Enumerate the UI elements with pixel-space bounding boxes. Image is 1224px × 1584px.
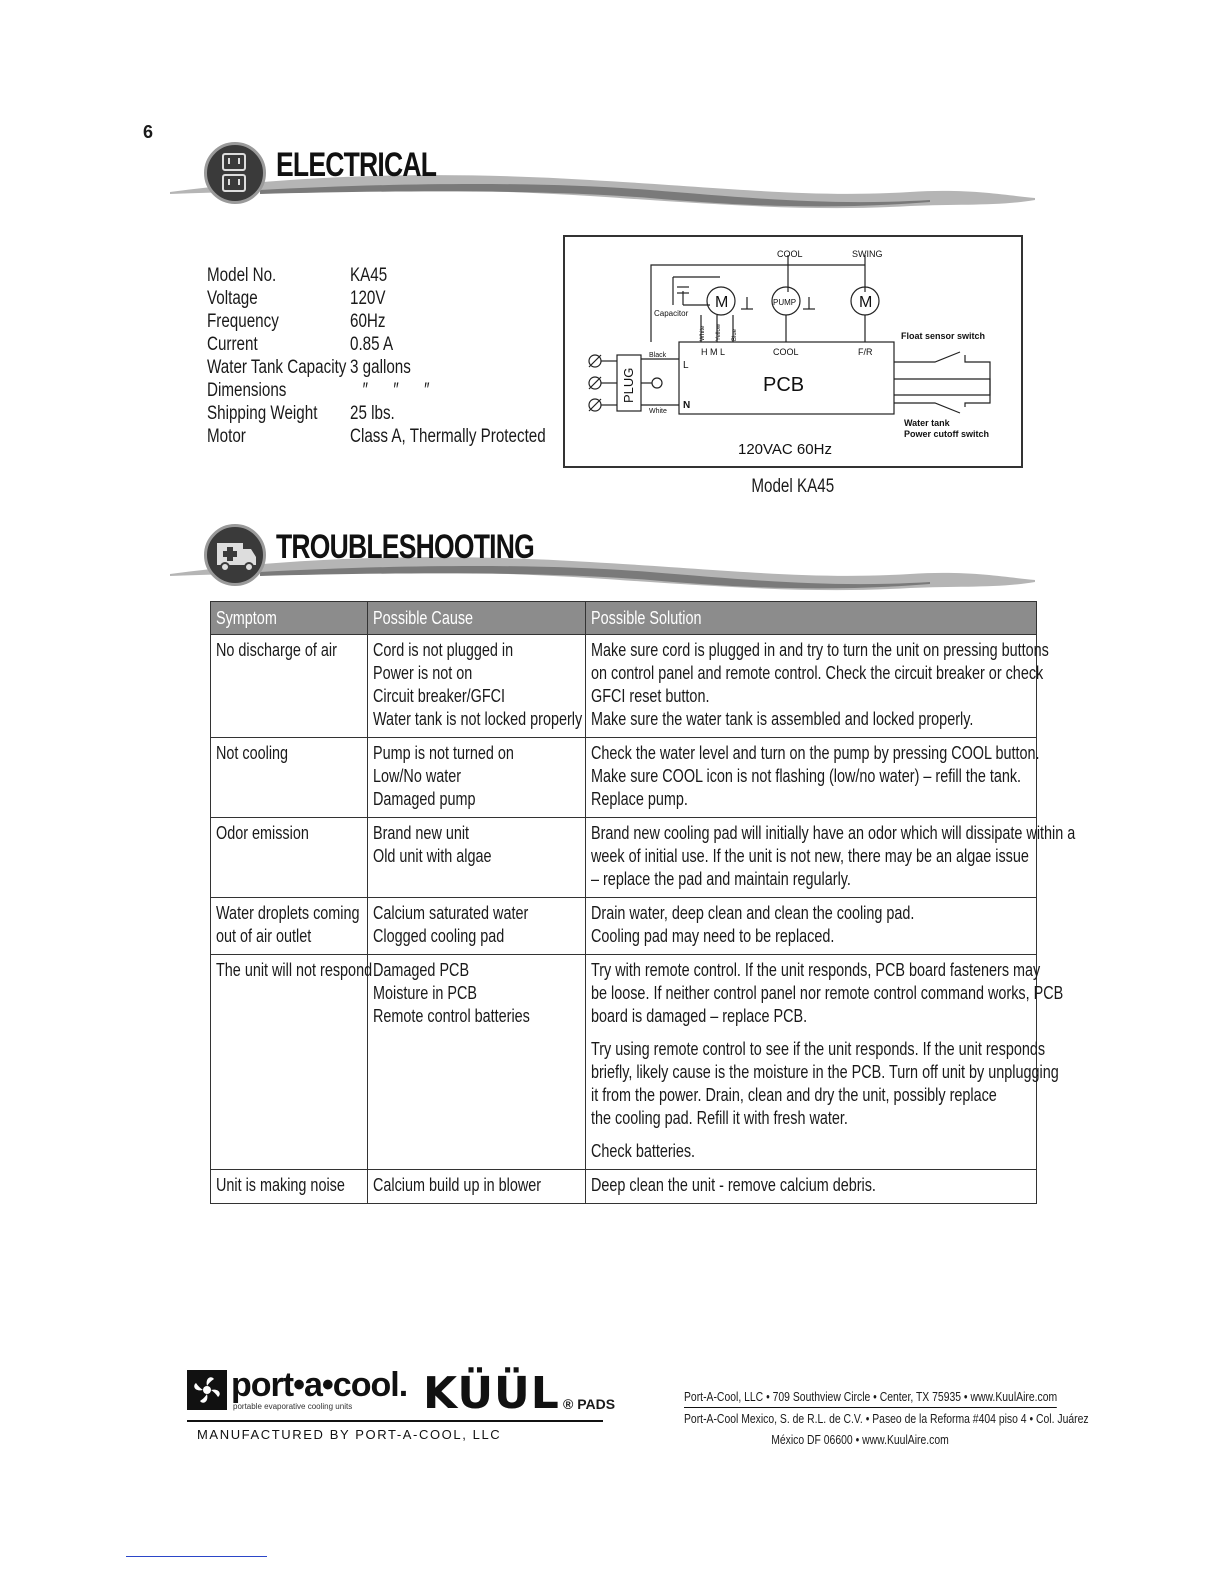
port-a-cool-fan-icon <box>187 1370 227 1410</box>
cell-line: GFCI reset button. <box>591 686 710 706</box>
cell-line: it from the power. Drain, clean and dry the unit, possibly replace <box>591 1085 997 1105</box>
spec-row <box>207 425 595 448</box>
diagram-label-motor: M <box>715 294 729 311</box>
cell-line: Circuit breaker/GFCI <box>373 686 506 706</box>
cause-cell <box>368 635 586 738</box>
diagram-label-pump: PUMP <box>773 298 797 307</box>
cause-cell <box>368 898 586 955</box>
port-a-cool-tagline: portable evaporative cooling units <box>233 1402 353 1411</box>
cell-line: Calcium saturated water <box>373 903 529 923</box>
manufactured-by: MANUFACTURED BY PORT-A-COOL, LLC <box>197 1427 502 1442</box>
kuul-pads-label: ® PADS <box>563 1396 616 1412</box>
cell-line: Cord is not plugged in <box>373 640 514 660</box>
diagram-label-cutoff-switch: Power cutoff switch <box>904 429 990 439</box>
cell-line: Check the water level and turn on the pump by pressing COOL button. <box>591 743 1040 763</box>
cell-line: The unit will not respond <box>216 960 373 980</box>
solution-paragraph <box>591 959 1064 1028</box>
footer-brands <box>187 1366 616 1450</box>
spec-label: Shipping Weight <box>207 403 318 424</box>
cell-line: Try with remote control. If the unit responds, PCB board fasteners may <box>591 960 1041 980</box>
cell-line: Try using remote control to see if the unit responds. If the unit responds <box>591 1039 1046 1059</box>
symptom-cell <box>211 1170 368 1204</box>
cause-cell <box>368 1170 586 1204</box>
diagram-label-swing-motor: M <box>859 294 873 311</box>
diagram-label-cool: COOL <box>777 249 803 259</box>
spec-value: 25 lbs. <box>350 403 395 424</box>
spec-label: Water Tank Capacity <box>207 357 347 378</box>
cell-line: Damaged pump <box>373 789 476 809</box>
cell-line: Unit is making noise <box>216 1175 345 1195</box>
cell-line: on control panel and remote control. Check the circuit breaker or check <box>591 663 1044 683</box>
spec-label: Frequency <box>207 311 279 332</box>
solution-paragraph <box>591 742 1040 811</box>
electrical-specs <box>207 264 595 448</box>
cell-line: Odor emission <box>216 823 309 843</box>
cell-line: Drain water, deep clean and clean the cooling pad. <box>591 903 915 923</box>
spec-value: ″ ″ ″ <box>350 380 430 401</box>
cell-line: Make sure cord is plugged in and try to turn the unit on pressing buttons <box>591 640 1049 660</box>
cell-line: Low/No water <box>373 766 462 786</box>
spec-value: 0.85 A <box>350 334 394 355</box>
cell-line: Cooling pad may need to be replaced. <box>591 926 835 946</box>
cell-line: Power is not on <box>373 663 473 683</box>
spec-value: 60Hz <box>350 311 386 332</box>
address-line-2: Port-A-Cool Mexico, S. de R.L. de C.V. • Paseo de la Reforma #404 piso 4 • Col. Juárez <box>684 1411 1089 1426</box>
diagram-label-n: N <box>683 400 691 411</box>
diagram-label-pcb: PCB <box>763 374 805 396</box>
cell-line: briefly, likely cause is the moisture in the PCB. Turn off unit by unplugging <box>591 1062 1059 1082</box>
header-cause: Possible Cause <box>368 602 586 635</box>
kuul-logo: KÜÜL <box>423 1368 560 1419</box>
electrical-title: ELECTRICAL <box>276 146 437 184</box>
cell-line: week of initial use. If the unit is not new, there may be an algae issue <box>591 846 1029 866</box>
diagram-label-cool-terminal: COOL <box>773 347 799 357</box>
cell-line: Water droplets coming <box>216 903 360 923</box>
table-row <box>211 818 1037 898</box>
cell-line: Make sure the water tank is assembled and locked properly. <box>591 709 974 729</box>
cell-line: Brand new unit <box>373 823 470 843</box>
solution-paragraph <box>591 1140 1031 1163</box>
troubleshooting-title: TROUBLESHOOTING <box>276 528 534 566</box>
port-a-cool-logo: port•a•cool. <box>231 1366 408 1404</box>
cause-cell <box>368 818 586 898</box>
cell-line: No discharge of air <box>216 640 337 660</box>
cell-line: Clogged cooling pad <box>373 926 505 946</box>
cause-cell <box>368 738 586 818</box>
diagram-label-black: Black <box>649 352 667 359</box>
solution-paragraph <box>591 1174 1031 1197</box>
outlet-icon <box>204 142 266 204</box>
diagram-label-wire-yellow: Yellow <box>716 323 722 341</box>
table-row <box>211 955 1037 1170</box>
table-row <box>211 635 1037 738</box>
diagram-label-swing: SWING <box>852 249 883 259</box>
diagram-label-white: White <box>649 408 667 415</box>
solution-cell <box>586 818 1076 898</box>
cell-line: – replace the pad and maintain regularly. <box>591 869 851 889</box>
table-row <box>211 1170 1037 1204</box>
header-symptom: Symptom <box>211 602 368 635</box>
spec-label: Dimensions <box>207 380 287 401</box>
spec-row <box>207 310 595 333</box>
address-line-3: México DF 06600 • www.KuulAire.com <box>771 1432 949 1447</box>
solution-paragraph <box>591 902 1031 948</box>
spec-value: KA45 <box>350 265 388 286</box>
footer-address <box>640 1386 1089 1450</box>
solution-paragraph <box>591 822 1076 891</box>
cell-line: out of air outlet <box>216 926 312 946</box>
table-row <box>211 898 1037 955</box>
spec-value: 120V <box>350 288 386 309</box>
diagram-label-fr: F/R <box>858 347 873 357</box>
solution-cell <box>586 955 1064 1170</box>
symptom-cell <box>211 955 373 1170</box>
spec-row <box>207 402 595 425</box>
cell-line: Damaged PCB <box>373 960 470 980</box>
cell-line: Calcium build up in blower <box>373 1175 542 1195</box>
symptom-cell <box>211 738 368 818</box>
diagram-label-plug: PLUG <box>621 367 636 403</box>
solution-cell <box>586 738 1040 818</box>
troubleshooting-table <box>210 601 1076 1204</box>
symptom-cell <box>211 898 368 955</box>
cell-line: Remote control batteries <box>373 1006 530 1026</box>
table-header-row <box>211 602 1037 635</box>
diagram-label-wire-blue: Blue <box>732 328 738 341</box>
cell-line: Old unit with algae <box>373 846 492 866</box>
wiring-caption: Model KA45 <box>751 476 835 497</box>
cell-line: be loose. If neither control panel nor remote control command works, PCB <box>591 983 1064 1003</box>
diagram-label-supply: 120VAC 60Hz <box>738 441 832 458</box>
spec-row <box>207 264 595 287</box>
diagram-label-l: L <box>683 360 689 371</box>
cell-line: board is damaged – replace PCB. <box>591 1006 808 1026</box>
bottom-link-underline[interactable] <box>126 1556 267 1557</box>
symptom-cell <box>211 818 368 898</box>
cell-line: Brand new cooling pad will initially have an odor which will dissipate within a <box>591 823 1076 843</box>
cell-line: Moisture in PCB <box>373 983 478 1003</box>
cell-line: Replace pump. <box>591 789 688 809</box>
solution-cell <box>586 1170 1037 1204</box>
cell-line: Deep clean the unit - remove calcium debris. <box>591 1175 876 1195</box>
spec-label: Current <box>207 334 258 355</box>
cell-line: Pump is not turned on <box>373 743 514 763</box>
diagram-label-capacitor: Capacitor <box>654 309 689 318</box>
cell-line: Not cooling <box>216 743 289 763</box>
wiring-diagram <box>563 235 1023 468</box>
spec-row <box>207 379 595 402</box>
solution-paragraph <box>591 639 1049 731</box>
cause-cell <box>368 955 586 1170</box>
electrical-section-header <box>170 136 1040 226</box>
solution-cell <box>586 635 1049 738</box>
spec-label: Model No. <box>207 265 277 286</box>
cell-line: Check batteries. <box>591 1141 696 1161</box>
address-line-1: Port-A-Cool, LLC • 709 Southview Circle • Center, TX 75935 • www.KuulAire.com <box>684 1386 1057 1408</box>
spec-row <box>207 333 595 356</box>
cell-line: Water tank is not locked properly <box>373 709 583 729</box>
spec-row <box>207 356 595 379</box>
spec-label: Motor <box>207 426 246 447</box>
footer-rule <box>187 1420 603 1422</box>
cell-line: Make sure COOL icon is not flashing (low/no water) – refill the tank. <box>591 766 1022 786</box>
troubleshooting-section-header <box>170 518 1040 608</box>
symptom-cell <box>211 635 368 738</box>
solution-cell <box>586 898 1037 955</box>
header-solution: Possible Solution <box>586 602 1037 635</box>
spec-value: 3 gallons <box>350 357 411 378</box>
spec-label: Voltage <box>207 288 258 309</box>
diagram-label-wire-white: White <box>700 325 706 341</box>
diagram-label-tank-switch: Water tank <box>904 418 950 428</box>
cell-line: the cooling pad. Refill it with fresh water. <box>591 1108 848 1128</box>
solution-paragraph <box>591 1038 1059 1130</box>
ambulance-icon <box>204 524 266 586</box>
diagram-label-hml: H M L <box>701 347 726 357</box>
spec-value: Class A, Thermally Protected <box>350 426 546 447</box>
spec-row <box>207 287 595 310</box>
table-row <box>211 738 1037 818</box>
page-number: 6 <box>143 122 154 142</box>
diagram-label-float-switch: Float sensor switch <box>901 331 986 341</box>
